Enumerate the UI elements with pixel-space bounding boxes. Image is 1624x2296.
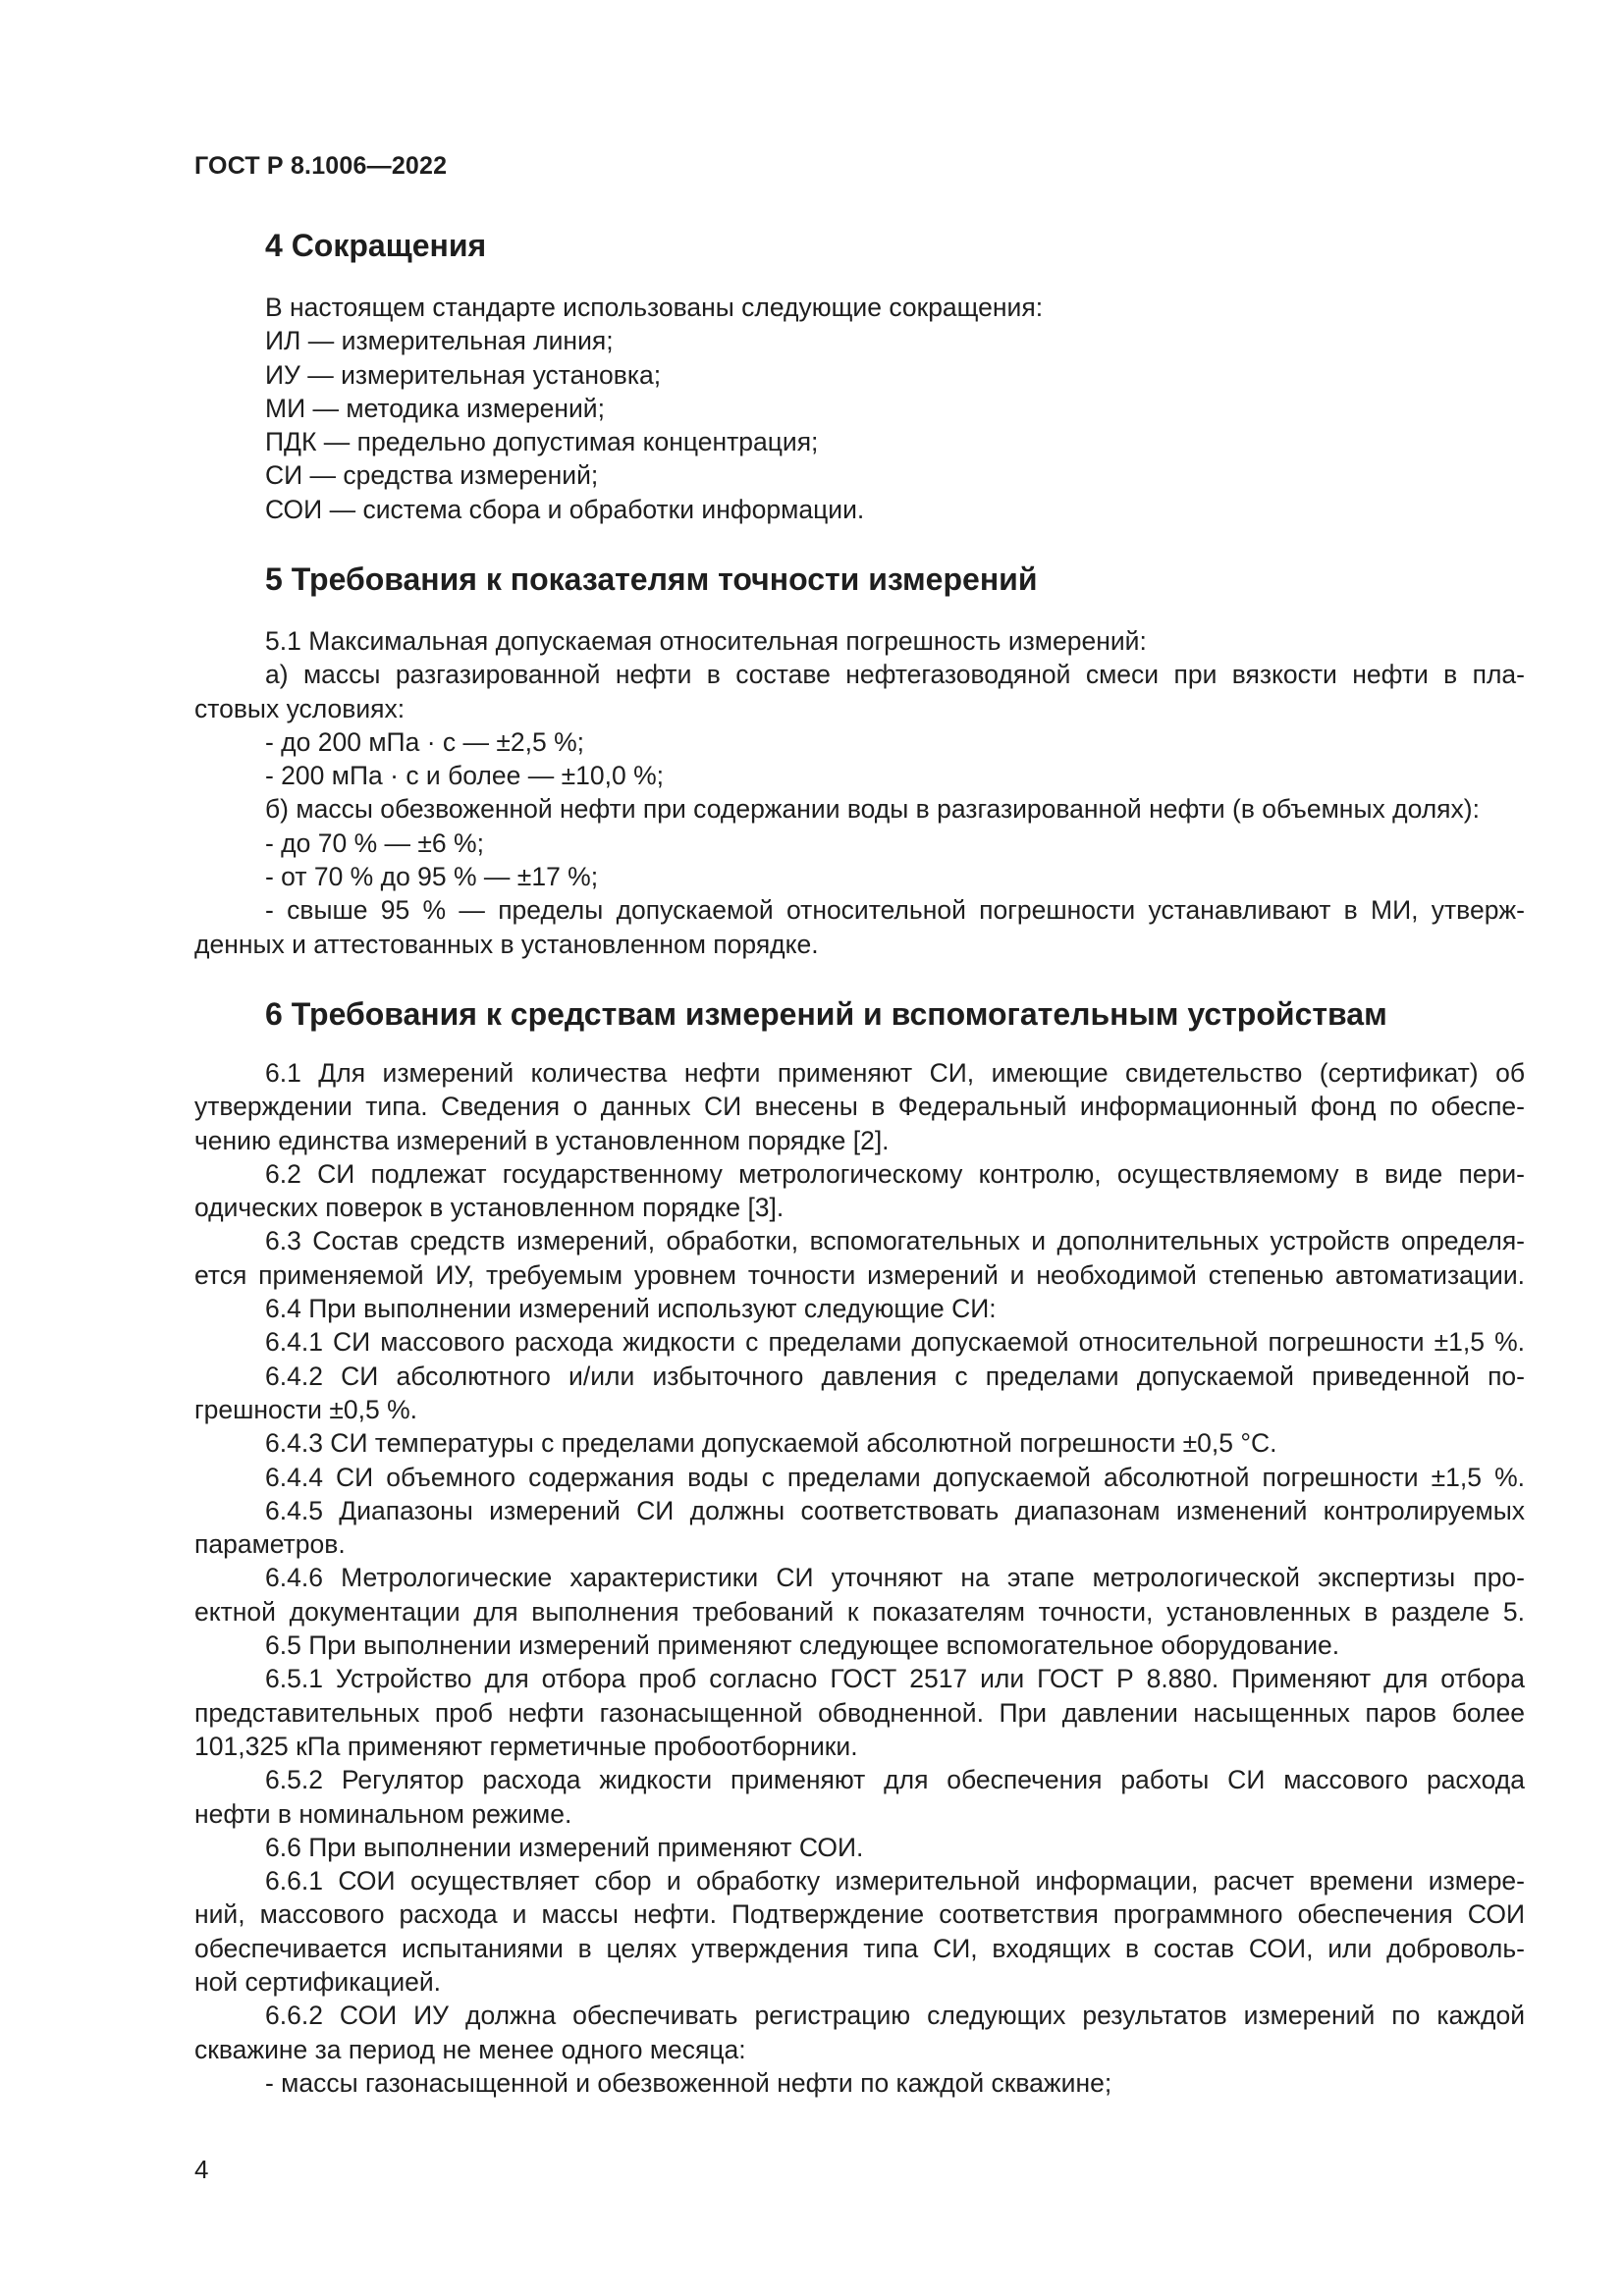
section-6-heading: 6 Требования к средствам измерений и вспомогательным устройствам xyxy=(265,996,1387,1032)
abbr-item-mi: МИ — методика измерений; xyxy=(265,393,605,423)
text-line: - до 70 % — ±6 %; xyxy=(265,828,484,858)
text-line: одических поверок в установленном порядке [3]. xyxy=(194,1193,785,1223)
text-line: 101,325 кПа применяют герметичные пробоотборники. xyxy=(194,1731,858,1761)
text-line: грешности ±0,5 %. xyxy=(194,1394,417,1424)
text-line: ний, массового расхода и массы нефти. Подтверждение соответствия программного обеспечения СОИ xyxy=(194,1899,1525,1930)
abbr-item-iu: ИУ — измерительная установка; xyxy=(265,359,662,390)
text-line: 5.1 Максимальная допускаемая относительная погрешность измерений: xyxy=(265,626,1147,656)
section-4-body xyxy=(194,291,1525,526)
text-line: 6.6 При выполнении измерений применяют СОИ. xyxy=(265,1832,864,1862)
text-line: параметров. xyxy=(194,1529,346,1560)
abbr-item-pdk: ПДК — предельно допустимая концентрация; xyxy=(265,427,819,457)
text-line: 6.6.1 СОИ осуществляет сбор и обработку измерительной информации, расчет времени измере- xyxy=(265,1866,1525,1896)
text-line: 6.5 При выполнении измерений применяют следующее вспомогательное оборудование. xyxy=(265,1630,1340,1661)
document-code-header: ГОСТ Р 8.1006—2022 xyxy=(194,152,448,180)
text-line: 6.4.5 Диапазоны измерений СИ должны соответствовать диапазонам изменений контролируемых xyxy=(265,1495,1525,1525)
text-line: 6.4.3 СИ температуры с пределами допускаемой абсолютной погрешности ±0,5 °С. xyxy=(265,1428,1277,1459)
text-line: а) массы разгазированной нефти в составе нефтегазоводяной смеси при вязкости нефти в пла- xyxy=(265,660,1525,690)
text-line: б) массы обезвоженной нефти при содержании воды в разгазированной нефти (в объемных долях): xyxy=(265,794,1480,825)
text-line: - до 200 мПа · с — ±2,5 %; xyxy=(265,726,585,757)
abbr-item-soi: СОИ — система сбора и обработки информации. xyxy=(265,494,865,524)
abbr-item-il: ИЛ — измерительная линия; xyxy=(265,326,614,356)
text-line: - 200 мПа · с и более — ±10,0 %; xyxy=(265,761,665,791)
section-4-heading: 4 Сокращения xyxy=(265,228,487,263)
text-line: представительных проб нефти газонасыщенной обводненной. При давлении насыщенных паров более xyxy=(194,1697,1525,1728)
text-line: утверждении типа. Сведения о данных СИ внесены в Федеральный информационный фонд по обеспе- xyxy=(194,1092,1525,1122)
section-5-body xyxy=(194,624,1525,961)
text-line: ной сертификацией. xyxy=(194,1967,442,1998)
text-line: денных и аттестованных в установленном порядке. xyxy=(194,929,819,959)
text-line: 6.5.1 Устройство для отбора проб согласно ГОСТ 2517 или ГОСТ Р 8.880. Применяют для отбора xyxy=(265,1664,1525,1694)
text-line: чению единства измерений в установленном порядке [2]. xyxy=(194,1125,890,1155)
text-line: 6.4.2 СИ абсолютного и/или избыточного давления с пределами допускаемой приведенной по- xyxy=(265,1361,1525,1391)
text-line: - массы газонасыщенной и обезвоженной нефти по каждой скважине; xyxy=(265,2067,1112,2098)
text-line: обеспечивается испытаниями в целях утверждения типа СИ, входящих в состав СОИ, или доброволь- xyxy=(194,1933,1525,1963)
text-line: 6.4.1 СИ массового расхода жидкости с пределами допускаемой относительной погрешности ±1,5 %. xyxy=(265,1327,1525,1358)
section-6-body xyxy=(194,1056,1525,2100)
page-number: 4 xyxy=(194,2155,209,2184)
text-line: стовых условиях: xyxy=(194,693,406,723)
text-line: 6.1 Для измерений количества нефти применяют СИ, имеющие свидетельство (сертификат) об xyxy=(265,1058,1525,1088)
text-line: 6.4 При выполнении измерений используют следующие СИ: xyxy=(265,1294,997,1324)
text-line: ектной документации для выполнения требований к показателям точности, установленных в разделе 5. xyxy=(194,1596,1525,1627)
text-line: 6.4.4 СИ объемного содержания воды с пределами допускаемой абсолютной погрешности ±1,5 %. xyxy=(265,1462,1525,1492)
section-5-heading: 5 Требования к показателям точности измерений xyxy=(265,561,1038,597)
text-line: - свыше 95 % — пределы допускаемой относительной погрешности устанавливают в МИ, утверж- xyxy=(265,895,1525,926)
text-line: - от 70 % до 95 % — ±17 %; xyxy=(265,862,599,892)
text-line: 6.5.2 Регулятор расхода жидкости применяют для обеспечения работы СИ массового расхода xyxy=(265,1765,1525,1795)
abbr-intro-line: В настоящем стандарте использованы следующие сокращения: xyxy=(265,293,1044,322)
text-line: 6.4.6 Метрологические характеристики СИ уточняют на этапе метрологической экспертизы про- xyxy=(265,1563,1525,1593)
text-line: нефти в номинальном режиме. xyxy=(194,1798,572,1829)
text-line: 6.3 Состав средств измерений, обработки, вспомогательных и дополнительных устройств определя- xyxy=(265,1226,1525,1256)
abbr-item-si: СИ — средства измерений; xyxy=(265,460,599,491)
text-line: скважине за период не менее одного месяца: xyxy=(194,2034,746,2064)
text-line: 6.6.2 СОИ ИУ должна обеспечивать регистрацию следующих результатов измерений по каждой xyxy=(265,2001,1525,2031)
text-line: ется применяемой ИУ, требуемым уровнем точности измерений и необходимой степенью автоматизации. xyxy=(194,1259,1525,1290)
text-line: 6.2 СИ подлежат государственному метрологическому контролю, осуществляемому в виде пери- xyxy=(265,1158,1525,1189)
